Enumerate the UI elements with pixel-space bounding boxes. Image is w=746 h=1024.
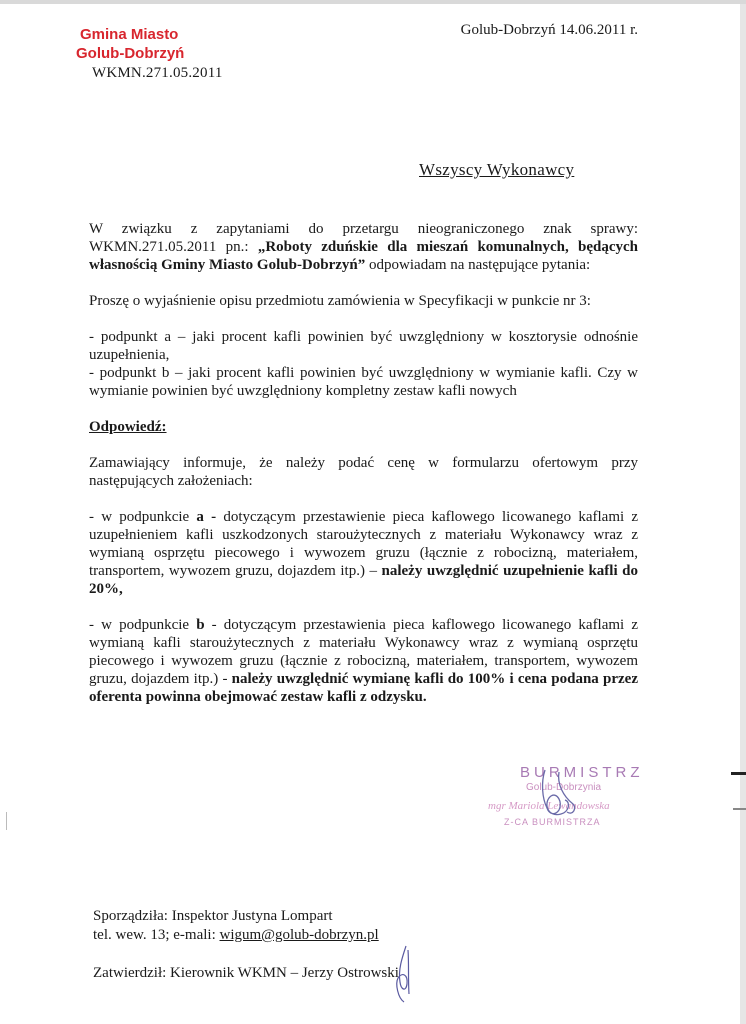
- stamp-title: BURMISTRZ: [520, 764, 644, 781]
- answer-item-a: [89, 508, 638, 598]
- answer-b-text: - w podpunkcie: [89, 617, 197, 633]
- answer-b-marker: b: [196, 617, 205, 633]
- intro-paragraph: [89, 220, 638, 274]
- letter-footer: [93, 907, 399, 983]
- municipality-logo: [76, 25, 184, 63]
- initials-signature-icon: [392, 944, 414, 1004]
- logo-line-2: Golub-Dobrzyń: [76, 45, 185, 62]
- reference-number: WKMN.271.05.2011: [92, 65, 223, 81]
- answer-b-text: - dotyczącym przestawienia pieca kaflowego licowanego kaflami z wymianą kafli staroużytecznych z materiału Wykonawcy wraz z wymianą osprzętu piecowego i wywozem gruzu (łącznie z robocizną, materiałem, transportem, wywozem gruzu, dojazdem itp.) -: [89, 617, 638, 687]
- logo-line-1: Gmina Miasto: [80, 26, 179, 43]
- letter-body: [89, 220, 638, 706]
- question-item-b: - podpunkt b – jaki procent kafli powinien być uwzględniony w wymianie kafli. Czy w wymianie powinien być uwzględniony kompletny zestaw kafli nowych: [89, 365, 638, 399]
- contract-title: „Roboty zduńskie dla mieszań komunalnych, będących własnością Gminy Miasto Golub-Dobrzyń”: [89, 239, 638, 273]
- intro-text: W związku z zapytaniami do przetargu nieograniczonego znak sprawy: WKMN.271.05.2011 pn.:: [89, 221, 638, 255]
- approved-by: Zatwierdził: Kierownik WKMN – Jerzy Ostrowski: [93, 965, 399, 981]
- answer-a-marker: a -: [196, 509, 217, 525]
- answer-lead: Zamawiający informuje, że należy podać cenę w formularzu ofertowym przy następujących założeniach:: [89, 455, 638, 489]
- stamp-role: Z-CA BURMISTRZA: [504, 817, 601, 827]
- scan-edge-mark: [731, 772, 746, 775]
- contact-line: [93, 926, 399, 945]
- email-link[interactable]: wigum@golub-dobrzyn.pl: [219, 927, 379, 943]
- contact-prefix: tel. wew. 13; e-mali:: [93, 927, 220, 943]
- answer-a-text: dotyczącym przestawienie pieca kaflowego licowanego kaflami z uzupełnieniem kafli uszkodzonych staroużytecznych z materiału Wykonawcy wraz z wymianą osprzętu piecowego i wywozem gruzu (łącznie z robocizną, materiałem, transportem, wywozem gruzu, dojazdem itp.) –: [89, 509, 639, 579]
- handwritten-signature-icon: [533, 762, 593, 832]
- answer-a-text: - w podpunkcie: [89, 509, 197, 525]
- scan-edge-top: [0, 0, 746, 4]
- question-lead: Proszę o wyjaśnienie opisu przedmiotu zamówienia w Specyfikacji w punkcie nr 3:: [89, 293, 591, 309]
- intro-text-end: odpowiadam na następujące pytania:: [365, 257, 591, 273]
- scan-edge-mark: [733, 808, 746, 810]
- answer-a-conclusion: należy uwzględnić uzupełnienie kafli do 20%,: [89, 563, 638, 597]
- prepared-by: Sporządziła: Inspektor Justyna Lompart: [93, 908, 333, 924]
- answer-heading: Odpowiedź:: [89, 419, 167, 435]
- stamp-name: mgr Mariola Lewandowska: [488, 800, 610, 812]
- official-stamp: [478, 762, 648, 842]
- answer-b-conclusion: należy uwzględnić wymianę kafli do 100% i cena podana przez oferenta powinna obejmować zestaw kafli z odzysku.: [89, 671, 638, 705]
- stamp-town: Golub-Dobrzynia: [526, 782, 602, 793]
- addressee-heading: Wszyscy Wykonawcy: [419, 160, 575, 179]
- scan-edge-right: [740, 4, 746, 1024]
- scan-edge-mark: [6, 812, 7, 830]
- answer-item-b: [89, 616, 638, 706]
- question-item-a: - podpunkt a – jaki procent kafli powinien być uwzględniony w kosztorysie odnośnie uzupełnienia,: [89, 329, 638, 363]
- letter-date: Golub-Dobrzyń 14.06.2011 r.: [460, 22, 638, 38]
